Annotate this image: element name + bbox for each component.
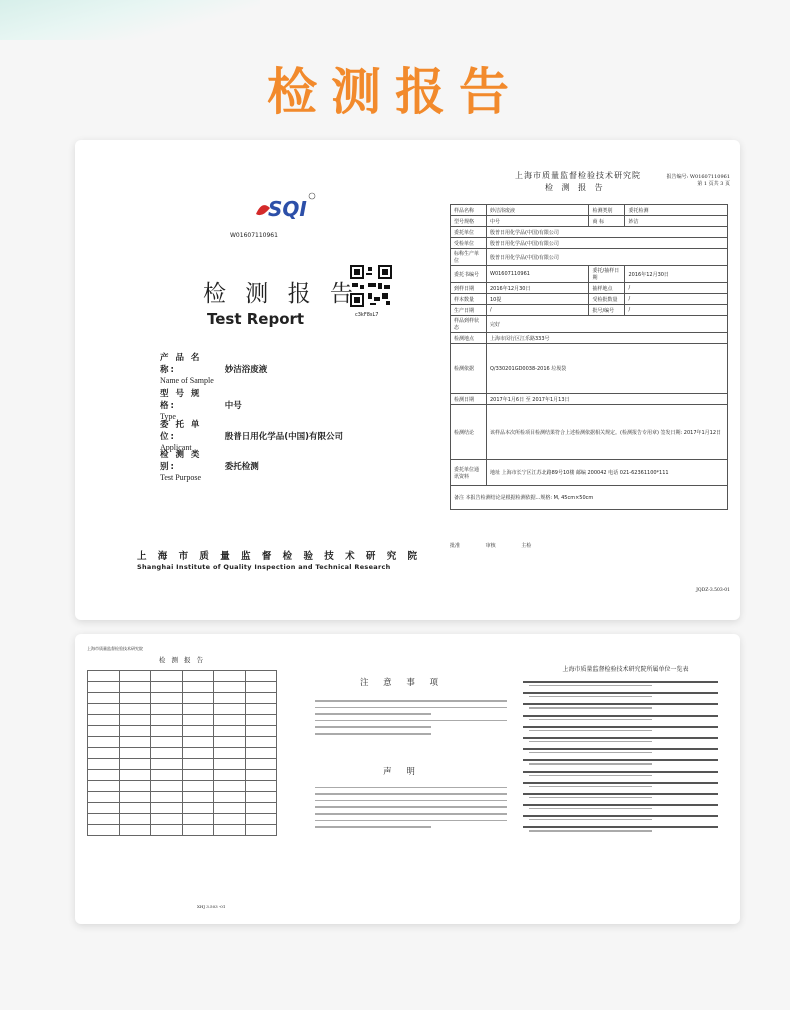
field-value: 委托检测 bbox=[224, 462, 259, 472]
table-cell bbox=[119, 770, 151, 781]
table-cell bbox=[88, 704, 120, 715]
text-line bbox=[523, 715, 718, 717]
network-list bbox=[523, 681, 728, 832]
table-row bbox=[451, 227, 728, 238]
table-cell bbox=[88, 814, 120, 825]
table-cell bbox=[119, 693, 151, 704]
field-value: 妙洁浴废液 bbox=[224, 365, 268, 375]
network-title: 上海市质量监督检验技术研究院所属单位一览表 bbox=[562, 666, 689, 673]
text-line bbox=[523, 759, 718, 761]
text-line bbox=[529, 797, 652, 798]
table-cell bbox=[214, 726, 246, 737]
table-cell: 10提 bbox=[487, 294, 589, 305]
table-cell: 妙洁浴废液 bbox=[487, 205, 589, 216]
table-cell bbox=[151, 792, 183, 803]
table-cell: 检测结论 bbox=[451, 405, 487, 460]
text-line bbox=[315, 720, 507, 722]
field-value: 殷普日用化学品(中国)有限公司 bbox=[224, 432, 343, 442]
table-cell: 商 标 bbox=[589, 216, 625, 227]
sign-approve: 批准 bbox=[450, 543, 461, 549]
table-row bbox=[451, 238, 728, 249]
table-row bbox=[88, 671, 277, 682]
detail-title: 检 测 报 告 bbox=[545, 183, 606, 192]
table-cell bbox=[182, 792, 214, 803]
text-line bbox=[523, 815, 718, 817]
field-label: 产 品 名 称: bbox=[160, 353, 202, 375]
table-row bbox=[88, 781, 277, 792]
svg-text:SQI: SQI bbox=[268, 197, 307, 221]
table-row bbox=[451, 486, 728, 510]
text-line bbox=[529, 819, 652, 820]
report-number: 报告编号: W01607110961 bbox=[666, 174, 730, 180]
list-item bbox=[523, 715, 728, 720]
text-line bbox=[523, 771, 718, 773]
table-cell bbox=[182, 814, 214, 825]
page-number: 第 1 页共 3 页 bbox=[697, 181, 730, 187]
table-cell bbox=[214, 803, 246, 814]
table-cell bbox=[214, 693, 246, 704]
table-cell bbox=[245, 781, 277, 792]
table-cell bbox=[119, 792, 151, 803]
table-cell: / bbox=[625, 294, 728, 305]
table-row bbox=[88, 704, 277, 715]
table-cell bbox=[119, 759, 151, 770]
table-cell bbox=[88, 803, 120, 814]
table-cell bbox=[214, 671, 246, 682]
table-cell bbox=[245, 770, 277, 781]
text-line bbox=[523, 804, 718, 806]
table-cell bbox=[119, 726, 151, 737]
table-cell: 检测类别 bbox=[589, 205, 625, 216]
cover-field-purpose bbox=[160, 448, 259, 482]
table-cell: W01607110961 bbox=[487, 266, 589, 283]
logo-code: W01607110961 bbox=[230, 232, 278, 239]
qr-code-label: c3kF8sL7 bbox=[355, 312, 379, 318]
table-cell bbox=[214, 737, 246, 748]
table-cell bbox=[119, 748, 151, 759]
table-cell bbox=[88, 748, 120, 759]
report-detail bbox=[445, 160, 730, 610]
list-item bbox=[523, 703, 728, 708]
table-cell: 中号 bbox=[487, 216, 589, 227]
table-cell bbox=[182, 759, 214, 770]
table-cell bbox=[88, 671, 120, 682]
table-cell bbox=[151, 671, 183, 682]
table-cell: 委托/抽样日期 bbox=[589, 266, 625, 283]
text-line bbox=[529, 707, 652, 708]
field-label-en: Name of Sample bbox=[160, 376, 214, 385]
text-line bbox=[529, 775, 652, 776]
test-date: 2017年1月6日 至 2017年1月13日 bbox=[487, 394, 728, 405]
table-cell: 抽样地点 bbox=[589, 283, 625, 294]
table-row bbox=[88, 770, 277, 781]
table-cell bbox=[214, 759, 246, 770]
table-cell bbox=[182, 693, 214, 704]
table-cell bbox=[245, 825, 277, 836]
results-header-left: 上海市质量监督检验技术研究院 bbox=[87, 646, 143, 651]
table-cell: 检测地点 bbox=[451, 333, 487, 344]
statement-lines bbox=[297, 787, 507, 828]
table-cell bbox=[119, 671, 151, 682]
field-label: 型 号 规 格: bbox=[160, 389, 202, 411]
table-cell: 标称生产单位 bbox=[451, 249, 487, 266]
field-label-en: Type bbox=[160, 412, 176, 421]
table-cell bbox=[88, 726, 120, 737]
results-page bbox=[87, 646, 277, 914]
table-cell bbox=[214, 792, 246, 803]
text-line bbox=[523, 681, 718, 683]
table-cell bbox=[151, 770, 183, 781]
table-cell bbox=[151, 781, 183, 792]
table-row bbox=[88, 726, 277, 737]
table-cell: 委托单位 bbox=[451, 227, 487, 238]
contact-info: 地址 上海市长宁区江苏北路89号10楼 邮编 200042 电话 021-62361100*111 bbox=[487, 460, 728, 486]
text-line bbox=[523, 793, 718, 795]
table-row bbox=[451, 316, 728, 333]
table-cell: 殷普日用化学品(中国)有限公司 bbox=[487, 238, 728, 249]
table-cell bbox=[119, 737, 151, 748]
cover-institute-en: Shanghai Institute of Quality Inspection and Technical Research bbox=[137, 563, 391, 571]
corner-decoration bbox=[0, 0, 260, 40]
table-cell bbox=[214, 748, 246, 759]
list-item bbox=[523, 759, 728, 764]
table-cell bbox=[119, 704, 151, 715]
table-cell bbox=[214, 825, 246, 836]
table-cell bbox=[151, 737, 183, 748]
text-line bbox=[315, 707, 507, 709]
table-row bbox=[451, 305, 728, 316]
table-row bbox=[88, 693, 277, 704]
list-item bbox=[523, 681, 728, 686]
cover-field-type bbox=[160, 387, 242, 421]
table-cell bbox=[182, 737, 214, 748]
notice-page bbox=[297, 646, 507, 914]
table-cell bbox=[182, 803, 214, 814]
table-cell bbox=[88, 715, 120, 726]
text-line bbox=[529, 752, 652, 753]
text-line bbox=[315, 806, 507, 808]
detail-footer-code: JQDZ-3.503-01 bbox=[696, 588, 730, 593]
table-cell: 受检单位 bbox=[451, 238, 487, 249]
table-cell: 样本数量 bbox=[451, 294, 487, 305]
table-cell: 殷普日用化学品(中国)有限公司 bbox=[487, 249, 728, 266]
report-card-main bbox=[75, 140, 740, 620]
text-line bbox=[315, 787, 507, 789]
table-cell: 殷普日用化学品(中国)有限公司 bbox=[487, 227, 728, 238]
text-line bbox=[529, 786, 652, 787]
table-cell bbox=[182, 825, 214, 836]
text-line bbox=[529, 719, 652, 720]
table-cell bbox=[214, 704, 246, 715]
table-row bbox=[451, 333, 728, 344]
results-title: 检 测 报 告 bbox=[158, 656, 206, 664]
page-title: 检测报告 bbox=[267, 63, 523, 121]
list-item bbox=[523, 748, 728, 753]
list-item bbox=[523, 826, 728, 831]
signature-line bbox=[450, 542, 728, 549]
cover-title-en: Test Report bbox=[207, 310, 305, 328]
statement-title: 声 明 bbox=[383, 766, 421, 777]
text-line bbox=[315, 733, 431, 735]
table-row bbox=[451, 249, 728, 266]
table-cell: 型号规格 bbox=[451, 216, 487, 227]
table-cell bbox=[182, 770, 214, 781]
table-cell bbox=[119, 825, 151, 836]
network-page bbox=[523, 646, 728, 914]
text-line bbox=[315, 813, 507, 815]
table-cell: / bbox=[625, 305, 728, 316]
table-cell bbox=[151, 704, 183, 715]
table-cell: 样品名称 bbox=[451, 205, 487, 216]
test-location: 上海市闵行区江乐路333号 bbox=[487, 333, 728, 344]
table-cell: 委托检测 bbox=[625, 205, 728, 216]
table-row bbox=[451, 460, 728, 486]
text-line bbox=[529, 730, 652, 731]
table-cell bbox=[151, 748, 183, 759]
table-cell bbox=[88, 792, 120, 803]
table-row bbox=[451, 216, 728, 227]
table-row bbox=[88, 803, 277, 814]
table-cell bbox=[151, 803, 183, 814]
table-row bbox=[88, 748, 277, 759]
results-footer: XHJ 3.503 -01 bbox=[197, 904, 226, 909]
field-label-en: Applicant bbox=[160, 443, 192, 452]
table-cell bbox=[88, 759, 120, 770]
detail-institute: 上海市质量监督检验技术研究院 bbox=[515, 171, 641, 180]
cover-institute-cn: 上 海 市 质 量 监 督 检 验 技 术 研 究 院 bbox=[137, 551, 421, 562]
sign-chief: 主检 bbox=[521, 543, 532, 549]
table-cell: 生产日期 bbox=[451, 305, 487, 316]
table-row bbox=[451, 205, 728, 216]
table-cell: / bbox=[487, 305, 589, 316]
table-cell bbox=[182, 726, 214, 737]
notice-lines bbox=[297, 700, 507, 735]
text-line bbox=[315, 820, 507, 822]
test-basis: Q/330201GD0038-2016 垃圾袋 bbox=[487, 344, 728, 394]
table-row bbox=[88, 814, 277, 825]
table-cell bbox=[245, 814, 277, 825]
table-cell bbox=[119, 781, 151, 792]
field-label: 检 测 类 别: bbox=[160, 450, 202, 472]
table-cell bbox=[119, 803, 151, 814]
list-item bbox=[523, 793, 728, 798]
table-cell bbox=[151, 715, 183, 726]
cover-title-cn: 检 测 报 告 bbox=[203, 281, 359, 307]
table-cell bbox=[245, 726, 277, 737]
table-cell: 检测日期 bbox=[451, 394, 487, 405]
text-line bbox=[523, 782, 718, 784]
table-cell bbox=[245, 737, 277, 748]
list-item bbox=[523, 726, 728, 731]
table-row bbox=[451, 394, 728, 405]
detail-table bbox=[450, 204, 728, 510]
table-cell bbox=[182, 715, 214, 726]
table-cell bbox=[182, 781, 214, 792]
report-cover bbox=[85, 150, 430, 610]
table-cell bbox=[88, 682, 120, 693]
list-item bbox=[523, 804, 728, 809]
sign-review: 审核 bbox=[485, 543, 496, 549]
table-cell bbox=[151, 814, 183, 825]
detail-report-no bbox=[667, 174, 730, 188]
notice-title: 注 意 事 项 bbox=[359, 678, 445, 688]
table-cell: 受检批数量 bbox=[589, 294, 625, 305]
table-row bbox=[451, 283, 728, 294]
table-cell: 2016年12月30日 bbox=[487, 283, 589, 294]
text-line bbox=[315, 700, 507, 702]
table-cell: 样品到样状态 bbox=[451, 316, 487, 333]
conclusion: 该样品本次所检项目检测结果符合上述检测依据相关规定。(检测报告专用章) 签发日期: 2017年1月12日 bbox=[487, 405, 728, 460]
list-item bbox=[523, 815, 728, 820]
text-line bbox=[529, 763, 652, 764]
table-row bbox=[451, 294, 728, 305]
table-cell bbox=[245, 715, 277, 726]
table-cell bbox=[182, 748, 214, 759]
cover-field-applicant bbox=[160, 418, 343, 452]
table-row bbox=[88, 759, 277, 770]
field-value: 中号 bbox=[224, 401, 242, 411]
list-item bbox=[523, 782, 728, 787]
table-cell: 检测依据 bbox=[451, 344, 487, 394]
table-cell bbox=[245, 693, 277, 704]
table-cell bbox=[88, 825, 120, 836]
table-cell bbox=[245, 759, 277, 770]
table-cell bbox=[151, 693, 183, 704]
table-row bbox=[451, 266, 728, 283]
table-cell: 委托书编号 bbox=[451, 266, 487, 283]
text-line bbox=[523, 737, 718, 739]
text-line bbox=[523, 726, 718, 728]
table-cell bbox=[214, 814, 246, 825]
list-item bbox=[523, 737, 728, 742]
text-line bbox=[529, 830, 652, 831]
table-cell: / bbox=[625, 283, 728, 294]
table-cell bbox=[245, 792, 277, 803]
text-line bbox=[315, 793, 507, 795]
table-cell: 批号/编号 bbox=[589, 305, 625, 316]
table-row bbox=[88, 682, 277, 693]
field-label: 委 托 单 位: bbox=[160, 420, 202, 442]
text-line bbox=[529, 696, 652, 697]
table-cell bbox=[119, 814, 151, 825]
table-cell bbox=[151, 825, 183, 836]
text-line bbox=[523, 703, 718, 705]
table-cell bbox=[182, 671, 214, 682]
text-line bbox=[315, 713, 431, 715]
table-cell bbox=[88, 693, 120, 704]
table-cell bbox=[214, 682, 246, 693]
field-label-en: Test Purpose bbox=[160, 473, 201, 482]
table-cell bbox=[88, 770, 120, 781]
table-row bbox=[451, 405, 728, 460]
table-cell: 2016年12月30日 bbox=[625, 266, 728, 283]
text-line bbox=[523, 692, 718, 694]
table-cell bbox=[88, 737, 120, 748]
table-row bbox=[451, 344, 728, 394]
text-line bbox=[523, 826, 718, 828]
table-cell: 妙洁 bbox=[625, 216, 728, 227]
table-cell bbox=[151, 682, 183, 693]
table-cell bbox=[182, 682, 214, 693]
table-cell: 完好 bbox=[487, 316, 728, 333]
table-cell bbox=[245, 748, 277, 759]
sqi-logo bbox=[250, 188, 320, 228]
list-item bbox=[523, 771, 728, 776]
text-line bbox=[529, 741, 652, 742]
cover-field-sample bbox=[160, 351, 267, 385]
table-cell bbox=[214, 781, 246, 792]
text-line bbox=[529, 685, 652, 686]
table-cell bbox=[214, 715, 246, 726]
results-table bbox=[87, 670, 277, 836]
table-row bbox=[88, 792, 277, 803]
table-cell bbox=[182, 704, 214, 715]
table-cell bbox=[88, 781, 120, 792]
remarks: 备注 本报告检测结论是根据检测依据...规格: M, 45cm×50cm bbox=[451, 486, 728, 510]
table-row bbox=[88, 825, 277, 836]
table-cell bbox=[245, 671, 277, 682]
report-card-pages bbox=[75, 634, 740, 924]
table-cell bbox=[119, 715, 151, 726]
list-item bbox=[523, 692, 728, 697]
text-line bbox=[315, 800, 507, 802]
table-row bbox=[88, 737, 277, 748]
table-cell bbox=[214, 770, 246, 781]
table-cell bbox=[245, 682, 277, 693]
table-cell bbox=[245, 704, 277, 715]
text-line bbox=[523, 748, 718, 750]
text-line bbox=[315, 826, 431, 828]
text-line bbox=[529, 808, 652, 809]
table-cell: 委托单位通讯资料 bbox=[451, 460, 487, 486]
table-cell bbox=[151, 726, 183, 737]
table-cell bbox=[119, 682, 151, 693]
table-cell: 到样日期 bbox=[451, 283, 487, 294]
table-cell bbox=[245, 803, 277, 814]
text-line bbox=[315, 726, 431, 728]
table-cell bbox=[151, 759, 183, 770]
table-row bbox=[88, 715, 277, 726]
